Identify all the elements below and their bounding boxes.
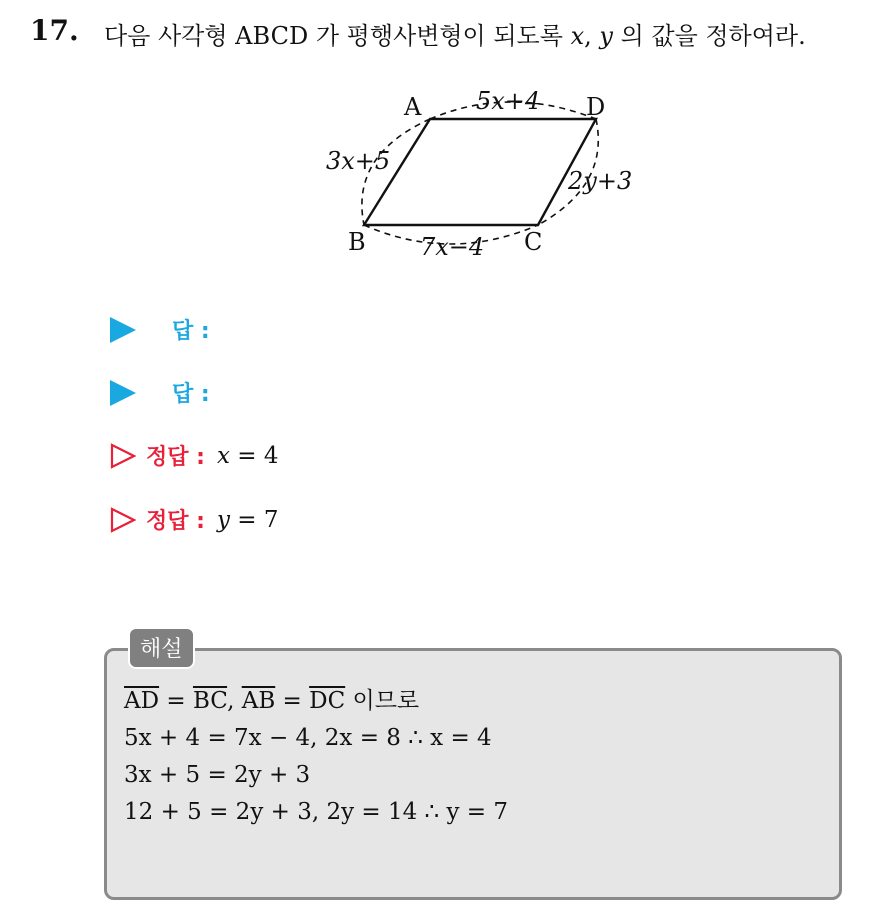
label-ad: 5x+4 — [476, 87, 541, 115]
comma-1: , — [227, 688, 242, 714]
label-ab: 3x+5 — [326, 147, 391, 175]
correct-row-1 — [110, 440, 278, 471]
question-var-y: y — [599, 22, 613, 50]
correct-rest-1: = 4 — [229, 442, 279, 469]
equals-1: = — [159, 688, 193, 714]
question-number: 17. — [30, 14, 79, 47]
equals-2: = — [275, 688, 310, 714]
correct-value-2 — [217, 507, 279, 533]
segment-ab: $\overline{AB}$ — [241, 688, 276, 714]
parallelogram-figure — [310, 85, 650, 270]
correct-triangle-icon — [110, 507, 136, 533]
question-text-before: 다음 사각형 ABCD 가 평행사변형이 되도록 — [104, 22, 571, 50]
segment-ad: $\overline{AD}$ — [124, 688, 160, 714]
question-var-x: x — [570, 22, 585, 50]
correct-row-2 — [110, 504, 279, 535]
vertex-c: C — [524, 228, 543, 256]
answer-label-1: 답 : — [172, 319, 210, 344]
question-text-after: 의 값을 정하여라. — [612, 22, 806, 50]
explanation-lines — [124, 683, 508, 831]
label-dc: 2y+3 — [568, 167, 633, 195]
correct-label-1: 정답 : — [146, 445, 205, 470]
answer-row-1 — [110, 314, 210, 345]
explanation-line-2: 5x + 4 = 7x − 4, 2x = 8 ∴ x = 4 — [124, 725, 492, 751]
segment-dc: $\overline{DC}$ — [309, 688, 346, 714]
vertex-d: D — [586, 93, 606, 121]
correct-triangle-icon — [110, 443, 136, 469]
question-text — [104, 16, 806, 51]
explanation-line-1 — [124, 683, 508, 720]
explanation-line-3: 3x + 5 = 2y + 3 — [124, 762, 311, 788]
answer-triangle-icon — [110, 317, 136, 343]
label-bc: 7x−4 — [420, 233, 485, 261]
correct-rest-2: = 7 — [229, 506, 279, 533]
correct-var-1: x — [216, 442, 230, 469]
question-sep: , — [584, 22, 600, 50]
correct-label-2: 정답 : — [146, 509, 205, 534]
line1-tail: 이므로 — [345, 688, 420, 714]
answer-row-2 — [110, 377, 210, 408]
vertex-a: A — [404, 93, 422, 121]
correct-value-1 — [217, 443, 279, 469]
vertex-b: B — [348, 228, 366, 256]
segment-bc: $\overline{BC}$ — [192, 688, 228, 714]
correct-var-2: y — [216, 506, 230, 533]
explanation-tab: 해설 — [128, 627, 195, 669]
answer-label-2: 답 : — [172, 382, 210, 407]
answer-triangle-icon — [110, 380, 136, 406]
explanation-line-4: 12 + 5 = 2y + 3, 2y = 14 ∴ y = 7 — [124, 799, 509, 825]
